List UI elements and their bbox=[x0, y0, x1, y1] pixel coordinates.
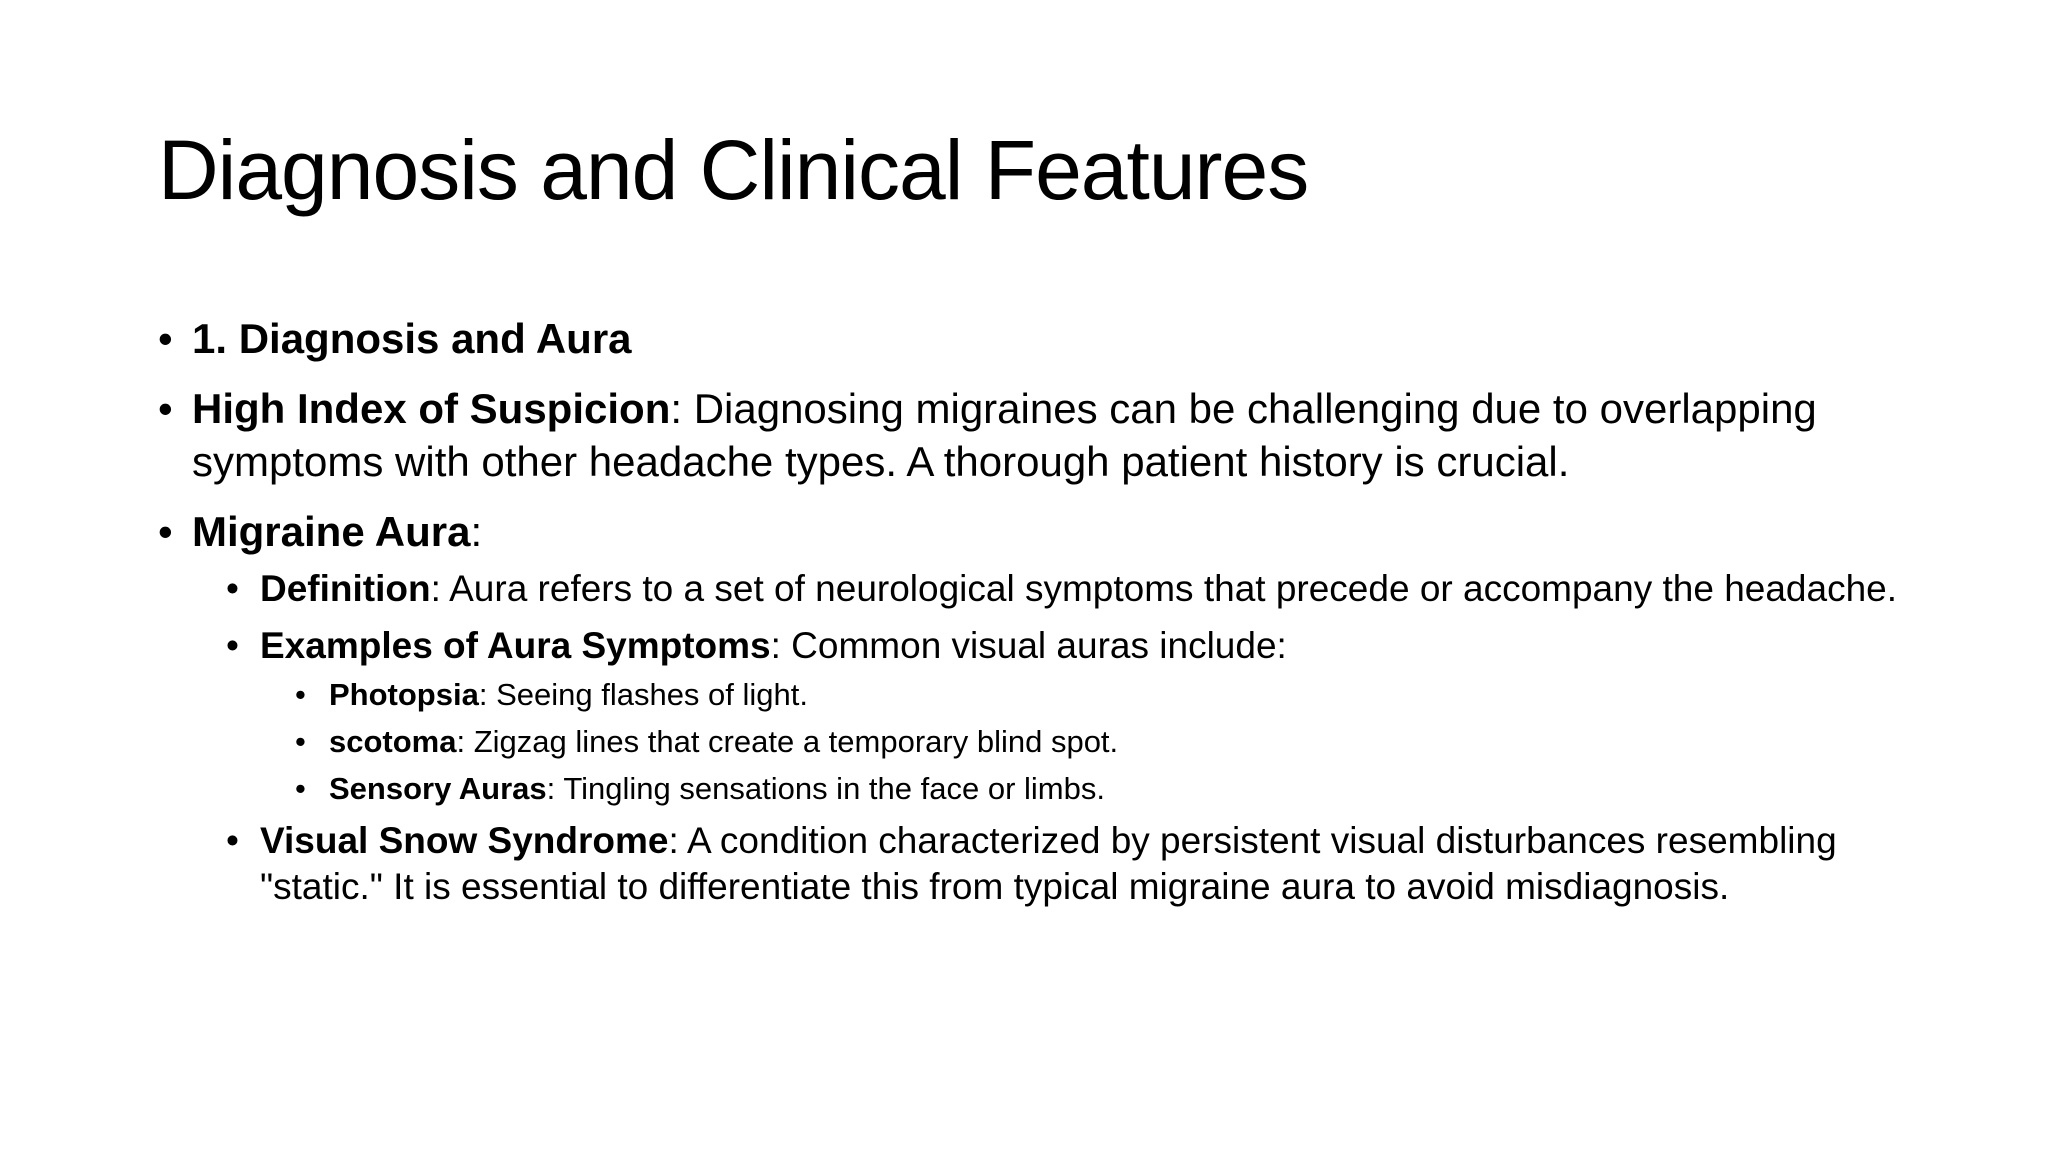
bullet-dot-icon: • bbox=[295, 724, 306, 759]
bullet-dot-icon: • bbox=[158, 385, 173, 432]
bullet-list bbox=[158, 312, 1918, 921]
bullet-bold-text: scotoma bbox=[329, 724, 457, 759]
sub-bullet-item bbox=[158, 623, 1918, 669]
bullet-item bbox=[158, 312, 1918, 365]
bullet-bold-text: 1. Diagnosis and Aura bbox=[192, 315, 632, 362]
sub-sub-bullet-item bbox=[158, 722, 1918, 762]
bullet-text: : Common visual auras include: bbox=[770, 625, 1287, 666]
bullet-bold-text: Sensory Auras bbox=[329, 771, 547, 806]
slide-title: Diagnosis and Clinical Features bbox=[158, 123, 1309, 217]
bullet-bold-text: Photopsia bbox=[329, 677, 479, 712]
bullet-text: : Diagnosing migraines can be challenging due to overlapping symptoms with other headache types. A thorough patient history is crucial. bbox=[192, 385, 1817, 485]
bullet-dot-icon: • bbox=[226, 568, 239, 609]
bullet-text: : A condition characterized by persistent visual disturbances resembling "static." It is essential to differentiate this from typical migraine aura to avoid misdiagnosis. bbox=[260, 820, 1837, 907]
bullet-bold-text: Visual Snow Syndrome bbox=[260, 820, 669, 861]
bullet-dot-icon: • bbox=[226, 625, 239, 666]
bullet-dot-icon: • bbox=[295, 677, 306, 712]
bullet-dot-icon: • bbox=[226, 820, 239, 861]
bullet-bold-text: High Index of Suspicion bbox=[192, 385, 671, 432]
bullet-dot-icon: • bbox=[295, 771, 306, 806]
bullet-text: : Tingling sensations in the face or limbs. bbox=[546, 771, 1105, 806]
bullet-text: : Aura refers to a set of neurological symptoms that precede or accompany the headache. bbox=[430, 568, 1898, 609]
bullet-bold-text: Definition bbox=[260, 568, 431, 609]
bullet-text: : Seeing flashes of light. bbox=[478, 677, 808, 712]
bullet-text: : Zigzag lines that create a temporary blind spot. bbox=[456, 724, 1119, 759]
sub-bullet-item bbox=[158, 566, 1918, 612]
bullet-bold-text: Migraine Aura bbox=[192, 508, 471, 555]
bullet-item bbox=[158, 505, 1918, 558]
sub-sub-bullet-item bbox=[158, 769, 1918, 809]
bullet-dot-icon: • bbox=[158, 508, 173, 555]
bullet-item bbox=[158, 382, 1918, 488]
bullet-text: : bbox=[470, 508, 483, 555]
bullet-bold-text: Examples of Aura Symptoms bbox=[260, 625, 771, 666]
sub-sub-bullet-item bbox=[158, 675, 1918, 715]
sub-bullet-item bbox=[158, 818, 1918, 910]
bullet-dot-icon: • bbox=[158, 315, 173, 362]
